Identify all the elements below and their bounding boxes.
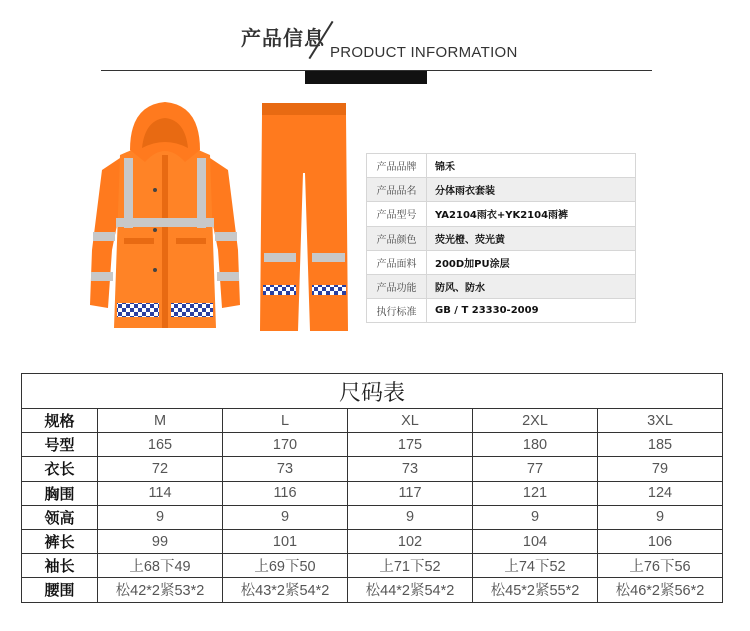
size-cell: 116 [223, 481, 348, 505]
spec-label: 执行标准 [367, 299, 427, 323]
size-row-label: 裤长 [22, 529, 98, 553]
size-chart-title: 尺码表 [22, 374, 723, 409]
size-cell: 114 [98, 481, 223, 505]
size-row [22, 433, 723, 457]
size-row-label: 衣长 [22, 457, 98, 481]
size-cell: 117 [348, 481, 473, 505]
size-cell: 170 [223, 433, 348, 457]
header-accent-bar [305, 71, 427, 84]
spec-value: GB / T 23330-2009 [427, 299, 636, 323]
size-row-label: 袖长 [22, 554, 98, 578]
size-cell: 上69下50 [223, 554, 348, 578]
size-row [22, 529, 723, 553]
size-cell: 9 [223, 505, 348, 529]
spec-value: YA2104雨衣+YK2104雨裤 [427, 202, 636, 226]
spec-row [367, 178, 636, 202]
size-cell: 72 [98, 457, 223, 481]
size-row [22, 481, 723, 505]
size-cell: 松44*2紧54*2 [348, 578, 473, 602]
spec-row [367, 202, 636, 226]
size-row [22, 457, 723, 481]
size-cell: XL [348, 409, 473, 433]
rain-pants-image [258, 103, 350, 333]
size-row-label: 腰围 [22, 578, 98, 602]
size-row [22, 409, 723, 433]
size-row-label: 规格 [22, 409, 98, 433]
spec-label: 产品颜色 [367, 226, 427, 250]
size-cell: 79 [598, 457, 723, 481]
spec-row [367, 299, 636, 323]
size-row [22, 505, 723, 529]
size-cell: 73 [223, 457, 348, 481]
size-cell: 9 [473, 505, 598, 529]
size-cell: L [223, 409, 348, 433]
size-cell: 175 [348, 433, 473, 457]
size-cell: 9 [348, 505, 473, 529]
section-title-en: PRODUCT INFORMATION [330, 44, 518, 61]
size-cell: 3XL [598, 409, 723, 433]
spec-row [367, 226, 636, 250]
size-cell: 松46*2紧56*2 [598, 578, 723, 602]
size-cell: 124 [598, 481, 723, 505]
size-cell: 104 [473, 529, 598, 553]
section-title-cn: 产品信息 [241, 26, 325, 50]
size-cell: M [98, 409, 223, 433]
size-cell: 165 [98, 433, 223, 457]
raincoat-jacket-image [90, 100, 240, 332]
size-cell: 2XL [473, 409, 598, 433]
spec-row [367, 154, 636, 178]
spec-value: 分体雨衣套装 [427, 178, 636, 202]
size-row-label: 胸围 [22, 481, 98, 505]
spec-value: 防风、防水 [427, 274, 636, 298]
size-row-label: 领高 [22, 505, 98, 529]
spec-value: 锦禾 [427, 154, 636, 178]
size-cell: 上74下52 [473, 554, 598, 578]
spec-label: 产品面料 [367, 250, 427, 274]
size-cell: 9 [98, 505, 223, 529]
spec-value: 荧光橙、荧光黄 [427, 226, 636, 250]
spec-row [367, 274, 636, 298]
size-cell: 9 [598, 505, 723, 529]
size-cell: 99 [98, 529, 223, 553]
size-cell: 180 [473, 433, 598, 457]
size-cell: 106 [598, 529, 723, 553]
size-cell: 185 [598, 433, 723, 457]
size-row [22, 554, 723, 578]
size-cell: 121 [473, 481, 598, 505]
size-cell: 松45*2紧55*2 [473, 578, 598, 602]
size-row [22, 578, 723, 602]
size-row-label: 号型 [22, 433, 98, 457]
size-chart-table [21, 373, 723, 603]
product-spec-table [366, 153, 636, 323]
spec-value: 200D加PU涂层 [427, 250, 636, 274]
spec-label: 产品品牌 [367, 154, 427, 178]
size-cell: 102 [348, 529, 473, 553]
spec-label: 产品功能 [367, 274, 427, 298]
size-cell: 77 [473, 457, 598, 481]
size-cell: 上68下49 [98, 554, 223, 578]
size-cell: 101 [223, 529, 348, 553]
spec-label: 产品型号 [367, 202, 427, 226]
size-cell: 松43*2紧54*2 [223, 578, 348, 602]
size-cell: 松42*2紧53*2 [98, 578, 223, 602]
size-cell: 73 [348, 457, 473, 481]
spec-row [367, 250, 636, 274]
size-cell: 上76下56 [598, 554, 723, 578]
spec-label: 产品品名 [367, 178, 427, 202]
size-cell: 上71下52 [348, 554, 473, 578]
